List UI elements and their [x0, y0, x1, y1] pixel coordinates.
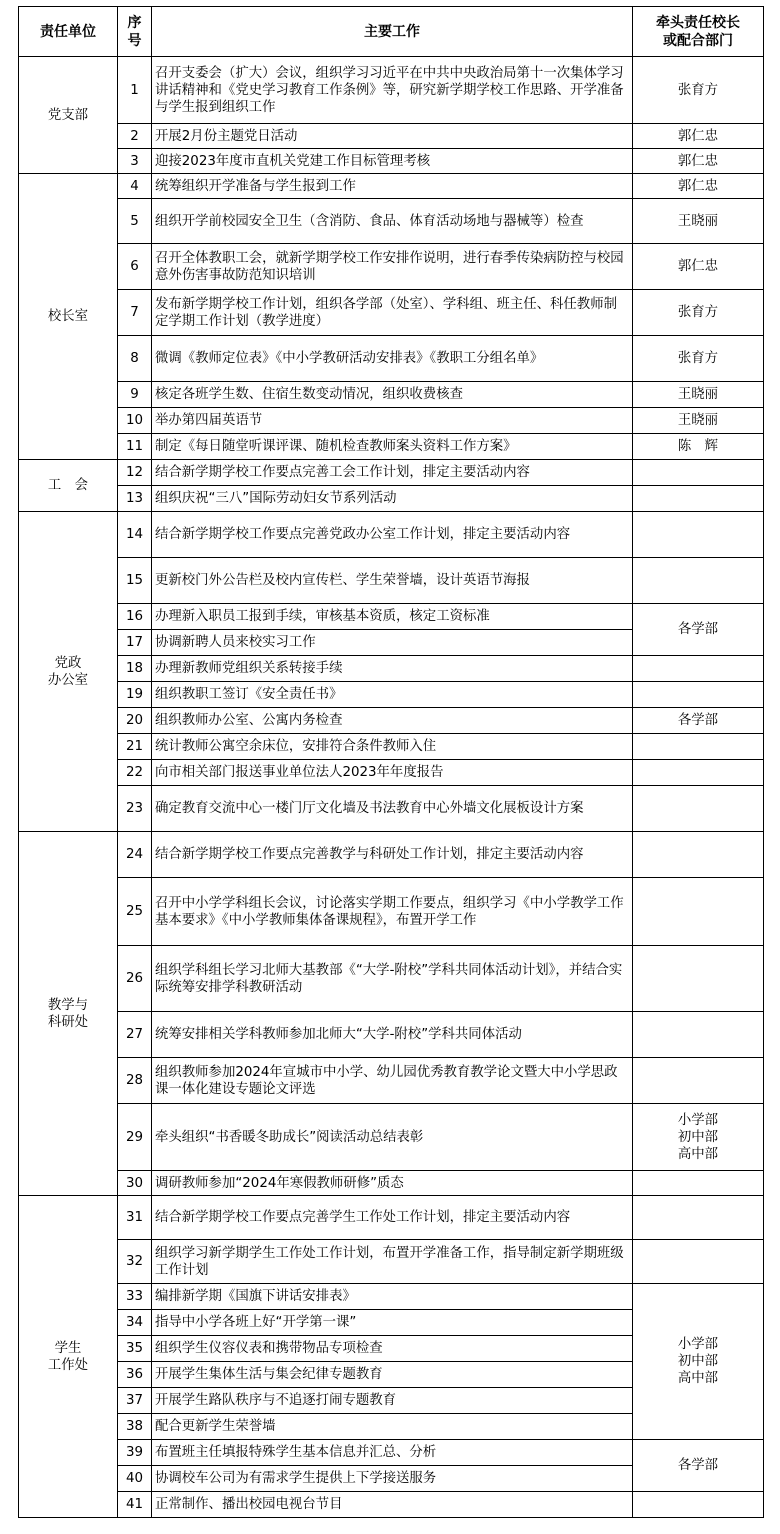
- row-number: 9: [118, 382, 152, 408]
- row-lead: 张育方: [633, 290, 764, 336]
- table-row: [19, 408, 764, 434]
- row-number: 4: [118, 174, 152, 199]
- row-lead: [633, 734, 764, 760]
- table-row: [19, 336, 764, 382]
- row-number: 18: [118, 656, 152, 682]
- row-lead: 郭仁忠: [633, 124, 764, 149]
- header-lead-line1: 牵头责任校长: [656, 14, 740, 31]
- table-row: [19, 1012, 764, 1058]
- row-number: 33: [118, 1284, 152, 1310]
- row-lead: [633, 558, 764, 604]
- unit-office: [19, 512, 118, 832]
- header-lead: [633, 7, 764, 57]
- row-number: 8: [118, 336, 152, 382]
- table-row: [19, 786, 764, 832]
- row-lead: [633, 1196, 764, 1240]
- row-number: 27: [118, 1012, 152, 1058]
- row-work: 调研教师参加“2024年寒假教师研修”质态: [152, 1171, 633, 1196]
- row-lead: 王晓丽: [633, 408, 764, 434]
- row-work: 开展学生路队秩序与不追逐打闹专题教育: [152, 1388, 633, 1414]
- row-lead: 张育方: [633, 336, 764, 382]
- lead-line: 高中部: [677, 1371, 719, 1386]
- row-lead: 王晓丽: [633, 382, 764, 408]
- row-work: 统筹安排相关学科教师参加北师大“大学-附校”学科共同体活动: [152, 1012, 633, 1058]
- row-number: 36: [118, 1362, 152, 1388]
- row-number: 7: [118, 290, 152, 336]
- row-work: 统计教师公寓空余床位，安排符合条件教师入住: [152, 734, 633, 760]
- row-number: 23: [118, 786, 152, 832]
- row-lead: 各学部: [633, 708, 764, 734]
- row-work: 组织教职工签订《安全责任书》: [152, 682, 633, 708]
- row-lead: [633, 656, 764, 682]
- unit-student-line2: 工作处: [47, 1357, 89, 1373]
- row-lead: 郭仁忠: [633, 174, 764, 199]
- unit-party: 党支部: [19, 57, 118, 174]
- row-work: 结合新学期学校工作要点完善工会工作计划，排定主要活动内容: [152, 460, 633, 486]
- table-row: [19, 1284, 764, 1310]
- row-number: 13: [118, 486, 152, 512]
- row-lead: 郭仁忠: [633, 149, 764, 174]
- unit-teaching: [19, 832, 118, 1196]
- unit-union: 工 会: [19, 460, 118, 512]
- table-row: [19, 604, 764, 630]
- merged-lead-all: 各学部: [633, 1440, 764, 1492]
- row-lead: [633, 486, 764, 512]
- row-work: 更新校门外公告栏及校内宣传栏、学生荣誉墙，设计英语节海报: [152, 558, 633, 604]
- row-lead: [633, 1492, 764, 1518]
- row-number: 26: [118, 946, 152, 1012]
- unit-office-line1: 党政: [54, 655, 82, 671]
- row-number: 5: [118, 199, 152, 244]
- row-lead: [633, 460, 764, 486]
- row-work: 编排新学期《国旗下讲话安排表》: [152, 1284, 633, 1310]
- row-number: 1: [118, 57, 152, 124]
- table-row: [19, 1196, 764, 1240]
- row-number: 25: [118, 878, 152, 946]
- row-work: 发布新学期学校工作计划，组织各学部（处室）、学科组、班主任、科任教师制定学期工作计划（教学进度）: [152, 290, 633, 336]
- row-work: 迎接2023年度市直机关党建工作目标管理考核: [152, 149, 633, 174]
- table-row: [19, 149, 764, 174]
- row-work: 开展2月份主题党日活动: [152, 124, 633, 149]
- table-row: [19, 460, 764, 486]
- row-lead: [633, 786, 764, 832]
- header-unit: 责任单位: [19, 7, 118, 57]
- work-plan-table: [18, 6, 764, 1518]
- row-number: 15: [118, 558, 152, 604]
- lead-line: 初中部: [677, 1354, 719, 1369]
- unit-office-line2: 办公室: [47, 672, 89, 688]
- table-row: [19, 1492, 764, 1518]
- table-row: [19, 512, 764, 558]
- row-work: 举办第四届英语节: [152, 408, 633, 434]
- table-row: [19, 656, 764, 682]
- row-number: 12: [118, 460, 152, 486]
- row-number: 31: [118, 1196, 152, 1240]
- table-row: [19, 682, 764, 708]
- row-work: 确定教育交流中心一楼门厅文化墙及书法教育中心外墙文化展板设计方案: [152, 786, 633, 832]
- row-number: 39: [118, 1440, 152, 1466]
- row-number: 38: [118, 1414, 152, 1440]
- row-lead: [633, 832, 764, 878]
- row-number: 41: [118, 1492, 152, 1518]
- table-row: [19, 832, 764, 878]
- row-work: 核定各班学生数、住宿生数变动情况，组织收费核查: [152, 382, 633, 408]
- row-lead: [633, 1171, 764, 1196]
- table-row: [19, 558, 764, 604]
- row-lead: [633, 878, 764, 946]
- row-work: 正常制作、播出校园电视台节目: [152, 1492, 633, 1518]
- row-lead: [633, 1058, 764, 1104]
- lead-line: 小学部: [677, 1112, 719, 1128]
- row-work: 组织庆祝“三八”国际劳动妇女节系列活动: [152, 486, 633, 512]
- row-number: 40: [118, 1466, 152, 1492]
- unit-principal: 校长室: [19, 174, 118, 460]
- row-work: 向市相关部门报送事业单位法人2023年年度报告: [152, 760, 633, 786]
- unit-teaching-line2: 科研处: [47, 1014, 89, 1030]
- header-seq: 序号: [118, 7, 152, 57]
- row-lead: 张育方: [633, 57, 764, 124]
- lead-line: 高中部: [677, 1146, 719, 1162]
- row-work: 组织教师参加2024年宣城市中小学、幼儿园优秀教育教学论文暨大中小学思政课一体化建设专题论文评选: [152, 1058, 633, 1104]
- row-work: 组织教师办公室、公寓内务检查: [152, 708, 633, 734]
- row-number: 24: [118, 832, 152, 878]
- table-row: [19, 174, 764, 199]
- row-work: 协调校车公司为有需求学生提供上下学接送服务: [152, 1466, 633, 1492]
- row-number: 35: [118, 1336, 152, 1362]
- row-lead: 各学部: [633, 604, 764, 656]
- row-number: 3: [118, 149, 152, 174]
- row-number: 2: [118, 124, 152, 149]
- row-work: 组织学科组长学习北师大基教部《“大学-附校”学科共同体活动计划》，并结合实际统筹安排学科教研活动: [152, 946, 633, 1012]
- row-number: 6: [118, 244, 152, 290]
- table-row: [19, 124, 764, 149]
- row-work: 办理新入职员工报到手续，审核基本资质，核定工资标准: [152, 604, 633, 630]
- row-number: 17: [118, 630, 152, 656]
- row-work: 牵头组织“书香暖冬助成长”阅读活动总结表彰: [152, 1104, 633, 1171]
- row-work: 协调新聘人员来校实习工作: [152, 630, 633, 656]
- row-lead: [633, 682, 764, 708]
- row-work: 开展学生集体生活与集会纪律专题教育: [152, 1362, 633, 1388]
- table-header-row: [19, 7, 764, 57]
- row-lead: [633, 760, 764, 786]
- lead-line: 小学部: [677, 1337, 719, 1352]
- row-lead: [633, 1240, 764, 1284]
- row-lead: 王晓丽: [633, 199, 764, 244]
- row-number: 34: [118, 1310, 152, 1336]
- row-number: 19: [118, 682, 152, 708]
- row-work: 微调《教师定位表》《中小学教研活动安排表》《教职工分组名单》: [152, 336, 633, 382]
- row-work: 结合新学期学校工作要点完善党政办公室工作计划，排定主要活动内容: [152, 512, 633, 558]
- table-row: [19, 199, 764, 244]
- row-work: 召开中小学学科组长会议，讨论落实学期工作要点，组织学习《中小学教学工作基本要求》《中小学教师集体备课规程》，布置开学工作: [152, 878, 633, 946]
- row-work: 召开支委会（扩大）会议，组织学习习近平在中共中央政治局第十一次集体学习讲话精神和《党史学习教育工作条例》等，研究新学期学校工作思路、开学准备与学生报到组织工作: [152, 57, 633, 124]
- row-number: 10: [118, 408, 152, 434]
- row-work: 办理新教师党组织关系转接手续: [152, 656, 633, 682]
- row-number: 20: [118, 708, 152, 734]
- table-row: [19, 486, 764, 512]
- header-lead-line2: 或配合部门: [663, 32, 733, 49]
- row-lead: 陈 辉: [633, 434, 764, 460]
- row-work: 布置班主任填报特殊学生基本信息并汇总、分析: [152, 1440, 633, 1466]
- unit-student: [19, 1196, 118, 1518]
- row-number: 11: [118, 434, 152, 460]
- table-row: [19, 708, 764, 734]
- row-work: 召开全体教职工会，就新学期学校工作安排作说明，进行春季传染病防控与校园意外伤害事故防范知识培训: [152, 244, 633, 290]
- row-lead: [633, 1012, 764, 1058]
- table-row: [19, 1440, 764, 1466]
- table-row: [19, 434, 764, 460]
- row-number: 22: [118, 760, 152, 786]
- row-work: 结合新学期学校工作要点完善学生工作处工作计划，排定主要活动内容: [152, 1196, 633, 1240]
- row-number: 21: [118, 734, 152, 760]
- row-work: 组织学习新学期学生工作处工作计划，布置开学准备工作，指导制定新学期班级工作计划: [152, 1240, 633, 1284]
- table-row: [19, 290, 764, 336]
- row-number: 32: [118, 1240, 152, 1284]
- table-row: [19, 382, 764, 408]
- row-lead: 郭仁忠: [633, 244, 764, 290]
- row-number: 14: [118, 512, 152, 558]
- row-number: 16: [118, 604, 152, 630]
- row-work: 组织开学前校园安全卫生（含消防、食品、体育活动场地与器械等）检查: [152, 199, 633, 244]
- table-row: [19, 244, 764, 290]
- merged-lead-grades: [633, 1284, 764, 1440]
- row-number: 37: [118, 1388, 152, 1414]
- row-work: 统筹组织开学准备与学生报到工作: [152, 174, 633, 199]
- row-lead: [633, 946, 764, 1012]
- row-number: 29: [118, 1104, 152, 1171]
- row-lead: [633, 512, 764, 558]
- row-lead-multi: [633, 1104, 764, 1171]
- table-row: [19, 946, 764, 1012]
- row-work: 组织学生仪容仪表和携带物品专项检查: [152, 1336, 633, 1362]
- row-work: 结合新学期学校工作要点完善教学与科研处工作计划，排定主要活动内容: [152, 832, 633, 878]
- table-row: [19, 57, 764, 124]
- row-work: 配合更新学生荣誉墙: [152, 1414, 633, 1440]
- row-number: 30: [118, 1171, 152, 1196]
- table-row: [19, 878, 764, 946]
- row-work: 制定《每日随堂听课评课、随机检查教师案头资料工作方案》: [152, 434, 633, 460]
- table-row: [19, 1171, 764, 1196]
- row-work: 指导中小学各班上好“开学第一课”: [152, 1310, 633, 1336]
- unit-teaching-line1: 教学与: [47, 997, 89, 1013]
- unit-student-line1: 学生: [54, 1340, 82, 1356]
- header-work: 主要工作: [152, 7, 633, 57]
- table-row: [19, 760, 764, 786]
- table-row: [19, 1240, 764, 1284]
- table-row: [19, 1104, 764, 1171]
- table-row: [19, 1058, 764, 1104]
- row-number: 28: [118, 1058, 152, 1104]
- lead-line: 初中部: [677, 1129, 719, 1145]
- table-row: [19, 734, 764, 760]
